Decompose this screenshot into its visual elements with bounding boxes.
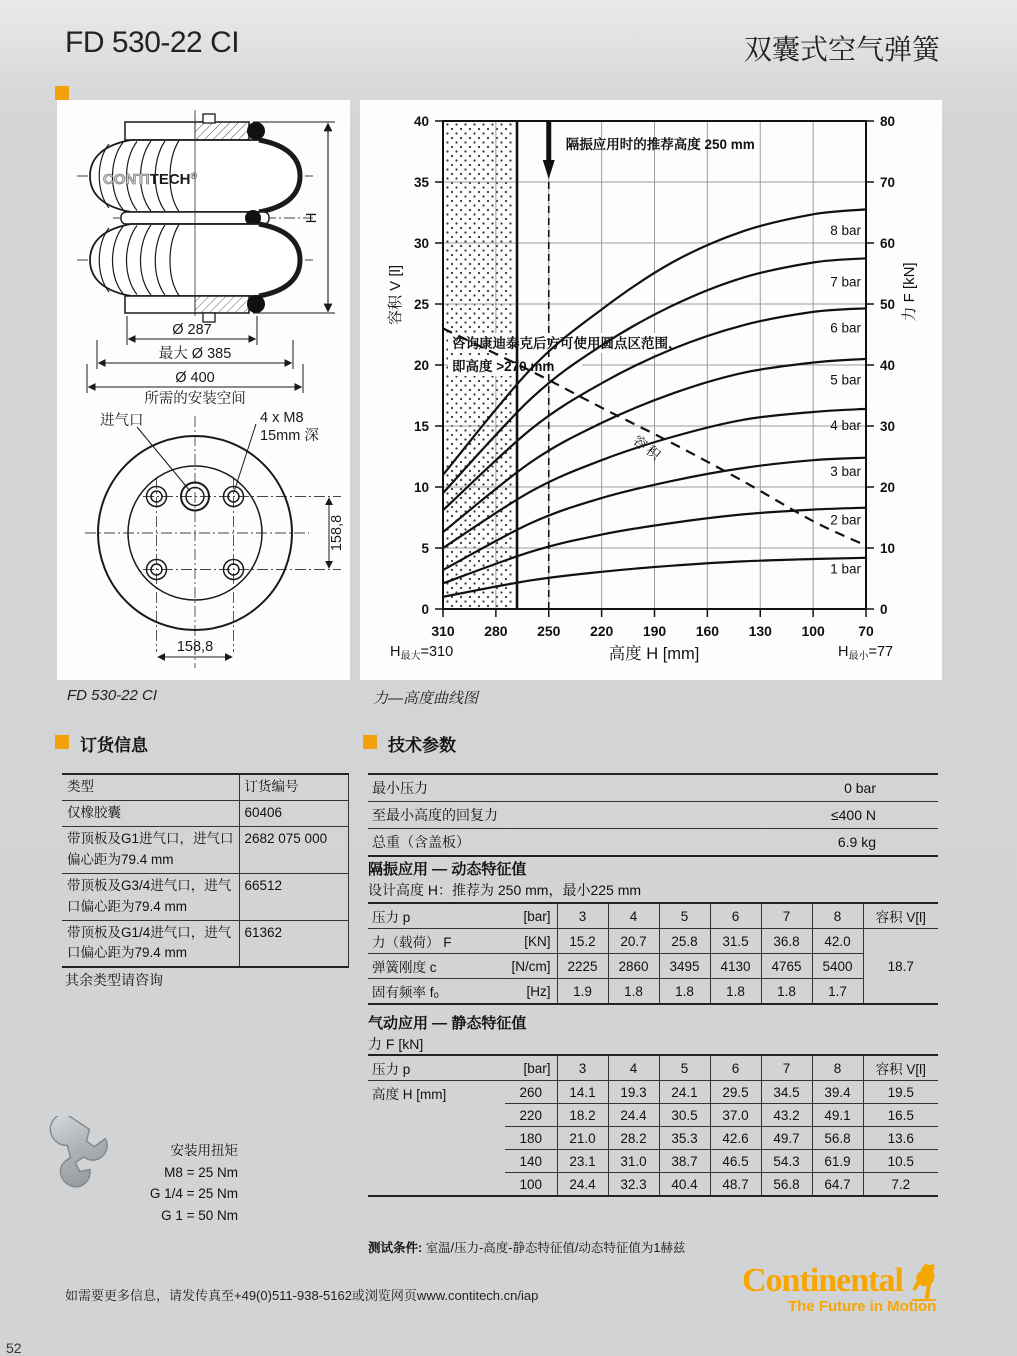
continental-logo-text: Continental: [742, 1262, 903, 1299]
volume-value: 13.6: [863, 1127, 938, 1150]
stiffness-value: 2860: [608, 954, 659, 979]
air-spring-drawing: [57, 100, 350, 680]
volume-curve-label: 容积: [630, 432, 666, 465]
product-type-title: 双囊式空气弹簧: [743, 34, 940, 65]
ordering-number-cell: 60406: [239, 800, 348, 826]
x-axis-tick: 280: [484, 623, 508, 639]
torque-title: 安装用扭矩: [170, 1143, 238, 1158]
table-row: [368, 903, 938, 929]
test-conditions-text: 室温/压力-高度-静态特征值/动态特征值为1赫兹: [422, 1241, 686, 1255]
test-conditions-label: 测试条件:: [368, 1241, 423, 1255]
horse-icon: [909, 1262, 939, 1302]
force-value: 39.4: [812, 1081, 863, 1104]
frequency-value: 1.8: [659, 979, 710, 1005]
technical-drawing-panel: [57, 100, 350, 680]
curve-label: 4 bar: [830, 418, 861, 433]
force-value: 34.5: [761, 1081, 812, 1104]
pressure-label: 压力 p: [368, 903, 505, 929]
table-row: [62, 873, 348, 920]
right-axis-tick: 10: [880, 541, 896, 556]
consult-note-line1: 咨询康迪泰克后方可使用圆点区范围，: [452, 336, 682, 351]
frequency-value: 1.8: [608, 979, 659, 1005]
force-value: 35.3: [659, 1127, 710, 1150]
x-axis-tick: 220: [589, 623, 614, 639]
table-row: [368, 929, 938, 954]
torque-line: M8 = 25 Nm: [164, 1164, 238, 1180]
pressure-value: 7: [761, 903, 812, 929]
flange-top-view: [85, 416, 341, 668]
torque-block: [60, 1140, 238, 1226]
tech-param-value: 6.9 kg: [653, 829, 938, 857]
left-axis-tick: 40: [413, 114, 429, 129]
dim-400-label: Ø 400: [175, 370, 215, 386]
curve-label: 2 bar: [830, 512, 861, 528]
force-value: 23.1: [557, 1150, 608, 1173]
top-bead-ring: [247, 122, 265, 140]
dim-h-label: H: [303, 212, 320, 224]
curve-label: 7 bar: [830, 274, 861, 290]
tech-param-label: 至最小高度的回复力: [368, 802, 653, 829]
bottom-bead-ring: [247, 295, 265, 313]
ordering-type-cell: 带顶板及G3/4进气口，进气口偏心距为79.4 mm: [62, 873, 239, 920]
table-row: [62, 800, 348, 826]
pressure-value: 3: [557, 1055, 608, 1081]
force-value: 24.4: [557, 1173, 608, 1197]
static-subtitle: 力 F [kN]: [368, 1036, 424, 1052]
force-value: 36.8: [761, 929, 812, 954]
ordering-note: 其余类型请咨询: [65, 972, 163, 988]
force-value: 18.2: [557, 1104, 608, 1127]
force-value: 38.7: [659, 1150, 710, 1173]
right-axis-tick: 60: [880, 236, 896, 251]
h-min-label: $H_{最小}=77$: [838, 644, 894, 662]
force-value: 56.8: [761, 1173, 812, 1197]
bottom-stud: [203, 313, 215, 322]
ordering-type-cell: 仅橡胶囊: [62, 800, 239, 826]
dynamic-subtitle: 设计高度 H：推荐为 250 mm，最小225 mm: [368, 882, 642, 898]
force-value: 21.0: [557, 1127, 608, 1150]
force-value: 46.5: [710, 1150, 761, 1173]
stiffness-value: 2225: [557, 954, 608, 979]
force-value: 56.8: [812, 1127, 863, 1150]
frequency-value: 1.9: [557, 979, 608, 1005]
table-row: [368, 774, 938, 802]
stiffness-value: 3495: [659, 954, 710, 979]
volume-header: 容积 V[l]: [863, 903, 938, 929]
force-value: 48.7: [710, 1173, 761, 1197]
right-axis-tick: 40: [880, 358, 896, 373]
test-conditions: [368, 1238, 685, 1256]
force-value: 40.4: [659, 1173, 710, 1197]
stiffness-value: 4130: [710, 954, 761, 979]
pressure-unit: [bar]: [505, 903, 557, 929]
curve-label: 1 bar: [830, 561, 861, 577]
right-axis-title: 力 F [kN]: [901, 262, 918, 322]
force-value: 28.2: [608, 1127, 659, 1150]
static-section-title: 气动应用 — 静态特征值: [368, 1015, 527, 1032]
tech-section-title: 技术参数: [388, 736, 456, 755]
force-value: 42.0: [812, 929, 863, 954]
force-value: 54.3: [761, 1150, 812, 1173]
left-axis-tick: 25: [413, 297, 429, 312]
x-axis-title: 高度 H [mm]: [608, 645, 700, 663]
page-number: 52: [6, 1340, 22, 1356]
left-axis-tick: 15: [413, 419, 429, 434]
force-value: 20.7: [608, 929, 659, 954]
frequency-value: 1.7: [812, 979, 863, 1005]
ordering-table: [62, 773, 349, 968]
x-axis-tick: 160: [695, 623, 720, 639]
force-value: 29.5: [710, 1081, 761, 1104]
x-axis-tick: 130: [748, 623, 772, 639]
x-axis-tick: 70: [858, 623, 874, 639]
force-value: 49.1: [812, 1104, 863, 1127]
left-axis-tick: 0: [421, 602, 429, 617]
force-row-unit: [KN]: [505, 929, 557, 954]
curve-label: 8 bar: [830, 222, 861, 238]
pressure-value: 8: [812, 1055, 863, 1081]
x-axis-tick: 190: [642, 623, 667, 639]
frequency-value: 1.8: [710, 979, 761, 1005]
height-value: 140: [505, 1150, 557, 1173]
contitech-brand: CONTITECH®: [103, 171, 198, 188]
pressure-value: 5: [659, 1055, 710, 1081]
volume-header: 容积 V[l]: [863, 1055, 938, 1081]
force-value: 31.5: [710, 929, 761, 954]
force-value: 49.7: [761, 1127, 812, 1150]
ordering-col-type: 类型: [62, 774, 239, 800]
pressure-value: 8: [812, 903, 863, 929]
left-axis-tick: 10: [413, 480, 429, 495]
stiffness-row-unit: [N/cm]: [505, 954, 557, 979]
x-axis-tick: 250: [537, 623, 561, 639]
bolts-label-line2: 15mm 深: [260, 428, 319, 444]
footer-contact: 如需要更多信息，请发传真至+49(0)511-938-5162或浏览网页www.contitech.cn/iap: [65, 1288, 539, 1303]
curve-label: 3 bar: [830, 463, 861, 479]
stiffness-row-label: 弹簧刚度 c: [368, 954, 505, 979]
leader-bolts: [234, 424, 256, 492]
tech-param-value: 0 bar: [653, 774, 938, 802]
torque-line: G 1 = 50 Nm: [161, 1207, 238, 1223]
frequency-row-unit: [Hz]: [505, 979, 557, 1005]
accent-square-tech: [363, 735, 377, 749]
continental-logo: [742, 1262, 939, 1315]
table-row: [62, 774, 348, 800]
height-value: 100: [505, 1173, 557, 1197]
ordering-number-cell: 66512: [239, 873, 348, 920]
pressure-value: 3: [557, 903, 608, 929]
right-axis-tick: 30: [880, 419, 896, 434]
force-value: 32.3: [608, 1173, 659, 1197]
drawing-caption: FD 530-22 CI: [67, 687, 158, 704]
pressure-value: 6: [710, 1055, 761, 1081]
force-row-label: 力（载荷） F: [368, 929, 505, 954]
stiffness-value: 4765: [761, 954, 812, 979]
torque-line: G 1/4 = 25 Nm: [149, 1186, 238, 1201]
left-axis-tick: 30: [413, 236, 429, 251]
left-axis-tick: 20: [413, 358, 429, 373]
ordering-col-number: 订货编号: [239, 774, 348, 800]
tech-param-label: 总重（含盖板）: [368, 829, 653, 857]
volume-value: 16.5: [863, 1104, 938, 1127]
pressure-label: 压力 p: [368, 1055, 505, 1081]
stiffness-value: 5400: [812, 954, 863, 979]
table-row: [62, 826, 348, 873]
accent-square-ordering: [55, 735, 69, 749]
ordering-type-cell: 带顶板及G1/4进气口，进气口偏心距为79.4 mm: [62, 920, 239, 967]
recommended-height-note: 隔振应用时的推荐高度 250 mm: [565, 137, 755, 152]
static-table: [368, 1054, 938, 1197]
left-axis-tick: 5: [421, 541, 429, 556]
height-label: 高度 H [mm]: [368, 1081, 505, 1197]
height-value: 180: [505, 1127, 557, 1150]
dim-287-label: Ø 287: [172, 322, 212, 338]
left-axis-title: 容积 V [l]: [387, 264, 404, 326]
installation-space-label: 所需的安装空间: [144, 391, 246, 407]
bolts-label-line1: 4 x M8: [260, 410, 304, 426]
force-height-chart-panel: [360, 100, 942, 680]
curve-label: 5 bar: [830, 372, 861, 388]
consult-note-line2: 即高度 >270 mm: [452, 359, 555, 374]
force-value: 64.7: [812, 1173, 863, 1197]
force-value: 31.0: [608, 1150, 659, 1173]
dynamic-table: [368, 902, 938, 1005]
air-inlet-label: 进气口: [100, 413, 144, 429]
pressure-unit: [bar]: [505, 1055, 557, 1081]
volume-value: 19.5: [863, 1081, 938, 1104]
accent-square-header: [55, 86, 69, 100]
force-value: 30.5: [659, 1104, 710, 1127]
force-value: 25.8: [659, 929, 710, 954]
frequency-value: 1.8: [761, 979, 812, 1005]
curve-label: 6 bar: [830, 320, 861, 336]
frequency-row-label: 固有频率 f₀: [368, 979, 505, 1005]
force-value: 19.3: [608, 1081, 659, 1104]
ordering-number-cell: 61362: [239, 920, 348, 967]
force-value: 24.4: [608, 1104, 659, 1127]
continental-tagline: The Future in Motion: [788, 1298, 937, 1315]
force-value: 14.1: [557, 1081, 608, 1104]
tech-param-label: 最小压力: [368, 774, 653, 802]
dim-158-horizontal-label: 158,8: [176, 639, 214, 655]
tech-params-table: [368, 773, 938, 857]
force-value: 43.2: [761, 1104, 812, 1127]
force-value: 24.1: [659, 1081, 710, 1104]
volume-value: 18.7: [863, 929, 938, 1005]
table-row: [368, 802, 938, 829]
force-value: 37.0: [710, 1104, 761, 1127]
ordering-number-cell: 2682 075 000: [239, 826, 348, 873]
dim-385-label: 最大 Ø 385: [158, 346, 232, 362]
left-axis-tick: 35: [413, 175, 429, 190]
right-axis-tick: 0: [880, 602, 888, 617]
right-axis-tick: 70: [880, 175, 896, 190]
right-axis-tick: 50: [880, 297, 896, 312]
page-title: FD 530-22 CI: [65, 26, 240, 59]
table-row: [368, 1055, 938, 1081]
pressure-value: 4: [608, 1055, 659, 1081]
dynamic-section-title: 隔振应用 — 动态特征值: [368, 861, 527, 878]
x-axis-tick: 310: [431, 623, 455, 639]
pressure-value: 6: [710, 903, 761, 929]
x-axis-tick: 100: [801, 623, 825, 639]
top-stud: [203, 114, 215, 123]
table-row: [62, 920, 348, 967]
chart-caption: 力—高度曲线图: [373, 690, 479, 707]
pressure-value: 7: [761, 1055, 812, 1081]
right-axis-tick: 80: [880, 114, 896, 129]
force-value: 42.6: [710, 1127, 761, 1150]
force-value: 61.9: [812, 1150, 863, 1173]
height-value: 220: [505, 1104, 557, 1127]
tech-param-value: ≤400 N: [653, 802, 938, 829]
pressure-value: 4: [608, 903, 659, 929]
force-height-chart: [360, 100, 942, 680]
right-axis-tick: 20: [880, 480, 896, 495]
centerlines-flange: [85, 416, 341, 668]
force-value: 15.2: [557, 929, 608, 954]
dim-158-vertical-label: 158,8: [329, 514, 345, 552]
ordering-section-title: 订货信息: [80, 736, 148, 755]
table-row: [368, 954, 938, 979]
pressure-value: 5: [659, 903, 710, 929]
table-row: [368, 829, 938, 857]
ordering-type-cell: 带顶板及G1进气口，进气口偏心距为79.4 mm: [62, 826, 239, 873]
volume-value: 7.2: [863, 1173, 938, 1197]
h-max-label: $H_{最大}=310$: [390, 644, 454, 662]
table-row: [368, 1081, 938, 1104]
height-value: 260: [505, 1081, 557, 1104]
volume-value: 10.5: [863, 1150, 938, 1173]
table-row: [368, 979, 938, 1005]
